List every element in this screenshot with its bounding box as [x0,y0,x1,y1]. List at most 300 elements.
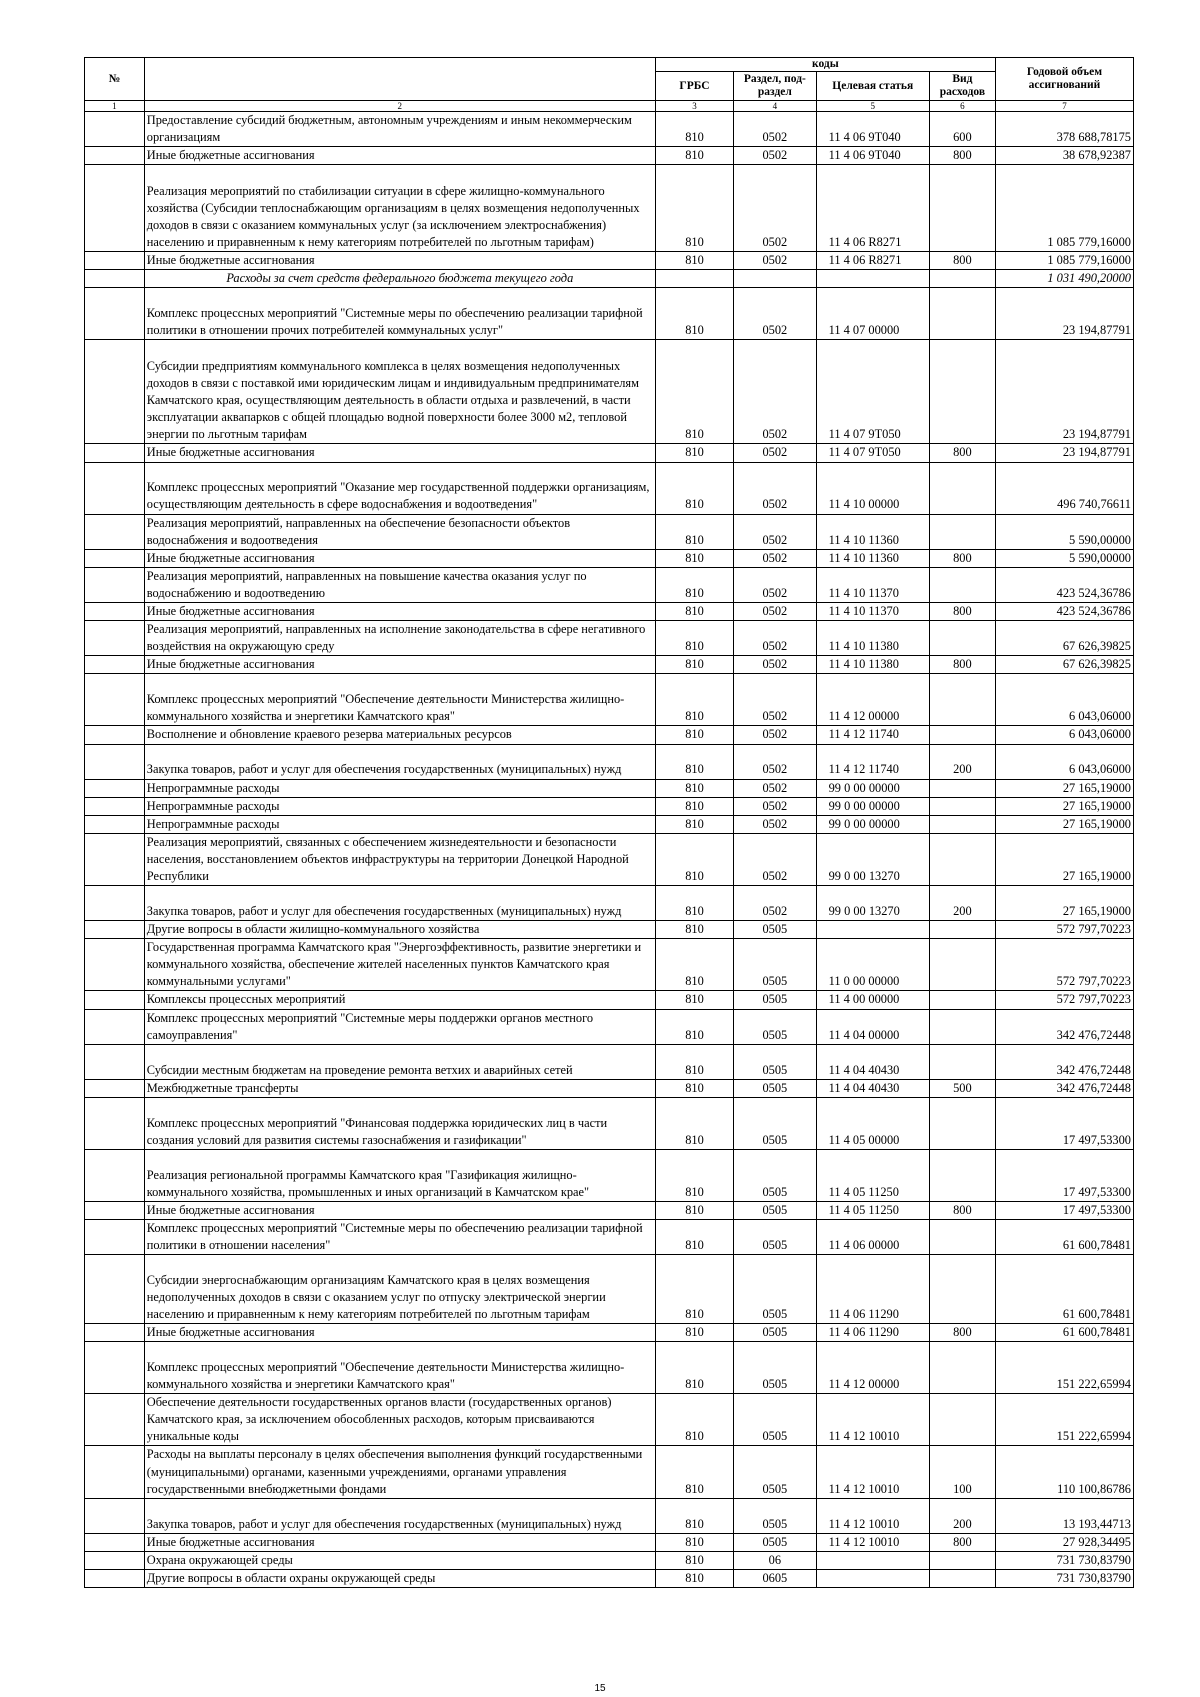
target-article-cell: 11 4 07 9Т050 [816,444,929,462]
row-number-cell [85,288,145,340]
table-row [85,1097,1134,1149]
expense-name-cell: Комплекс процессных мероприятий "Обеспечение деятельности Министерства жилищно-коммунального хозяйства и энергетики Камчатского края" [144,674,655,726]
expense-name-cell: Субсидии предприятиям коммунального комплекса в целях возмещения недополученных доходов в связи с поставкой ими юридическим лицам и индивидуальным предпринимателям Камчатского края, осуществляющим деятельность в области отдыха и развлечений, в части эксплуатации аквапарков с общей площадью водной поверхности более 3000 м2, тепловой энергии по льготным тарифам [144,340,655,444]
annual-sum-cell: 110 100,86786 [995,1446,1133,1498]
target-article-cell: 11 4 10 11360 [816,514,929,549]
grbs-code-cell: 810 [655,1149,733,1201]
annual-sum-cell: 1 031 490,20000 [995,270,1133,288]
grbs-code-cell: 810 [655,514,733,549]
grbs-code-cell: 810 [655,462,733,514]
table-row [85,815,1134,833]
target-article-cell: 11 4 04 00000 [816,1009,929,1044]
expense-type-cell [929,1394,995,1446]
expense-type-cell [929,1149,995,1201]
target-article-cell [816,1551,929,1569]
row-number-cell [85,252,145,270]
table-row [85,567,1134,602]
annual-sum-cell: 342 476,72448 [995,1079,1133,1097]
row-number-cell [85,1149,145,1201]
target-article-cell: 11 4 12 10010 [816,1498,929,1533]
row-number-cell [85,797,145,815]
target-article-cell: 11 4 10 11360 [816,549,929,567]
expense-type-cell [929,1255,995,1324]
table-row [85,921,1134,939]
expense-type-cell [929,514,995,549]
annual-sum-cell: 6 043,06000 [995,726,1133,744]
annual-sum-cell: 17 497,53300 [995,1097,1133,1149]
expense-name-cell: Иные бюджетные ассигнования [144,1533,655,1551]
expense-name-cell: Реализация мероприятий по стабилизации ситуации в сфере жилищно-коммунального хозяйства (Субсидии теплоснабжающим организациям в целях возмещения недополученных доходов в связи с оказанием коммунальных услуг (за исключением электроснабжения) населению и приравненным к нему категориям потребителей по льготным тарифам) [144,165,655,252]
annual-sum-cell: 342 476,72448 [995,1044,1133,1079]
section-code-cell: 0502 [734,815,816,833]
expense-type-cell: 800 [929,656,995,674]
section-code-cell [734,270,816,288]
target-article-cell: 11 4 10 11370 [816,603,929,621]
table-row [85,165,1134,252]
table-row [85,1569,1134,1587]
expense-name-cell: Закупка товаров, работ и услуг для обеспечения государственных (муниципальных) нужд [144,1498,655,1533]
annual-sum-cell: 23 194,87791 [995,340,1133,444]
row-number-cell [85,1255,145,1324]
expense-type-cell [929,921,995,939]
section-code-cell: 0502 [734,288,816,340]
row-number-cell [85,886,145,921]
table-row [85,656,1134,674]
annual-sum-cell: 38 678,92387 [995,147,1133,165]
expense-name-cell: Иные бюджетные ассигнования [144,656,655,674]
row-number-cell [85,1044,145,1079]
section-code-cell: 0505 [734,1498,816,1533]
grbs-code-cell: 810 [655,1201,733,1219]
expense-type-cell: 200 [929,1498,995,1533]
target-article-cell: 99 0 00 13270 [816,886,929,921]
expense-type-cell [929,621,995,656]
annual-sum-cell: 67 626,39825 [995,621,1133,656]
section-code-cell: 0605 [734,1569,816,1587]
annual-sum-cell: 572 797,70223 [995,991,1133,1009]
header-section: Раздел, под-раздел [734,72,816,101]
target-article-cell: 11 4 07 00000 [816,288,929,340]
grbs-code-cell: 810 [655,603,733,621]
table-row [85,1324,1134,1342]
expense-name-cell: Расходы за счет средств федерального бюджета текущего года [144,270,655,288]
header-codes: коды [655,58,995,72]
column-index: 4 [734,101,816,112]
table-row [85,444,1134,462]
header-name [144,58,655,101]
expense-name-cell: Реализация мероприятий, связанных с обеспечением жизнедеятельности и безопасности населения, восстановлением объектов инфраструктуры на территории Донецкой Народной Республики [144,833,655,885]
section-code-cell: 0502 [734,779,816,797]
target-article-cell: 11 4 00 00000 [816,991,929,1009]
expense-type-cell [929,288,995,340]
section-code-cell: 0502 [734,462,816,514]
row-number-cell [85,921,145,939]
target-article-cell: 11 4 12 11740 [816,744,929,779]
section-code-cell: 0502 [734,886,816,921]
row-number-cell [85,779,145,797]
target-article-cell: 99 0 00 00000 [816,779,929,797]
row-number-cell [85,1219,145,1254]
annual-sum-cell: 1 085 779,16000 [995,252,1133,270]
column-index: 7 [995,101,1133,112]
column-index: 6 [929,101,995,112]
table-row [85,1149,1134,1201]
annual-sum-cell: 27 928,34495 [995,1533,1133,1551]
expense-name-cell: Иные бюджетные ассигнования [144,603,655,621]
row-number-cell [85,991,145,1009]
section-code-cell: 0502 [734,726,816,744]
annual-sum-cell: 151 222,65994 [995,1394,1133,1446]
section-code-cell: 0505 [734,1446,816,1498]
target-article-cell: 11 4 06 R8271 [816,252,929,270]
row-number-cell [85,1394,145,1446]
target-article-cell: 11 4 12 00000 [816,1342,929,1394]
expense-name-cell: Субсидии энергоснабжающим организациям Камчатского края в целях возмещения недополученных доходов в связи с оказанием услуг по отпуску электрической энергии населению и приравненным к нему категориям потребителей по льготным тарифам [144,1255,655,1324]
expense-type-cell [929,1009,995,1044]
row-number-cell [85,674,145,726]
expense-type-cell: 800 [929,549,995,567]
expense-name-cell: Иные бюджетные ассигнования [144,1324,655,1342]
expense-type-cell [929,1097,995,1149]
section-code-cell: 0505 [734,1533,816,1551]
grbs-code-cell: 810 [655,444,733,462]
expense-name-cell: Государственная программа Камчатского края "Энергоэффективность, развитие энергетики и коммунального хозяйства, обеспечение жителей населенных пунктов Камчатского края коммунальными услугами" [144,939,655,991]
grbs-code-cell: 810 [655,833,733,885]
expense-name-cell: Закупка товаров, работ и услуг для обеспечения государственных (муниципальных) нужд [144,744,655,779]
row-number-cell [85,656,145,674]
row-number-cell [85,833,145,885]
expense-type-cell [929,340,995,444]
expense-name-cell: Предоставление субсидий бюджетным, автономным учреждениям и иным некоммерческим организациям [144,112,655,147]
expense-type-cell [929,815,995,833]
grbs-code-cell: 810 [655,656,733,674]
section-code-cell: 0502 [734,833,816,885]
target-article-cell [816,1569,929,1587]
grbs-code-cell: 810 [655,815,733,833]
section-code-cell: 0502 [734,744,816,779]
annual-sum-cell: 6 043,06000 [995,744,1133,779]
section-code-cell: 0502 [734,112,816,147]
expense-type-cell [929,1569,995,1587]
grbs-code-cell: 810 [655,1342,733,1394]
section-code-cell: 0505 [734,991,816,1009]
expense-name-cell: Непрограммные расходы [144,797,655,815]
row-number-cell [85,270,145,288]
annual-sum-cell: 5 590,00000 [995,549,1133,567]
grbs-code-cell [655,270,733,288]
expense-type-cell: 600 [929,112,995,147]
annual-sum-cell: 27 165,19000 [995,833,1133,885]
target-article-cell: 11 4 05 11250 [816,1149,929,1201]
header-expense-type: Вид расходов [929,72,995,101]
row-number-cell [85,147,145,165]
annual-sum-cell: 67 626,39825 [995,656,1133,674]
column-index: 5 [816,101,929,112]
expense-type-cell: 800 [929,147,995,165]
row-number-cell [85,621,145,656]
table-row [85,1201,1134,1219]
annual-sum-cell: 27 165,19000 [995,886,1133,921]
expense-name-cell: Комплекс процессных мероприятий "Системные меры поддержки органов местного самоуправления" [144,1009,655,1044]
row-number-cell [85,1551,145,1569]
annual-sum-cell: 731 730,83790 [995,1569,1133,1587]
section-code-cell: 0505 [734,1342,816,1394]
table-row [85,886,1134,921]
section-code-cell: 0502 [734,252,816,270]
table-row [85,1533,1134,1551]
table-row [85,603,1134,621]
section-code-cell: 0505 [734,1324,816,1342]
grbs-code-cell: 810 [655,1533,733,1551]
expense-name-cell: Другие вопросы в области охраны окружающей среды [144,1569,655,1587]
annual-sum-cell: 342 476,72448 [995,1009,1133,1044]
expense-name-cell: Реализация мероприятий, направленных на исполнение законодательства в сфере негативного воздействия на окружающую среду [144,621,655,656]
column-index: 1 [85,101,145,112]
table-row [85,270,1134,288]
row-number-cell [85,1009,145,1044]
expense-name-cell: Реализация мероприятий, направленных на повышение качества оказания услуг по водоснабжению и водоотведению [144,567,655,602]
annual-sum-cell: 378 688,78175 [995,112,1133,147]
section-code-cell: 0502 [734,797,816,815]
expense-type-cell [929,270,995,288]
table-row [85,833,1134,885]
grbs-code-cell: 810 [655,1551,733,1569]
row-number-cell [85,815,145,833]
grbs-code-cell: 810 [655,991,733,1009]
grbs-code-cell: 810 [655,726,733,744]
grbs-code-cell: 810 [655,1044,733,1079]
annual-sum-cell: 572 797,70223 [995,939,1133,991]
table-body [85,112,1134,1588]
grbs-code-cell: 810 [655,674,733,726]
expense-type-cell [929,939,995,991]
grbs-code-cell: 810 [655,1394,733,1446]
annual-sum-cell: 731 730,83790 [995,1551,1133,1569]
expense-name-cell: Иные бюджетные ассигнования [144,549,655,567]
expense-name-cell: Другие вопросы в области жилищно-коммунального хозяйства [144,921,655,939]
table-row [85,514,1134,549]
section-code-cell: 0505 [734,1079,816,1097]
section-code-cell: 0505 [734,1097,816,1149]
target-article-cell: 11 4 10 00000 [816,462,929,514]
target-article-cell: 11 4 04 40430 [816,1079,929,1097]
target-article-cell: 11 4 12 11740 [816,726,929,744]
annual-sum-cell: 23 194,87791 [995,444,1133,462]
target-article-cell: 11 4 10 11380 [816,656,929,674]
table-row [85,621,1134,656]
expense-name-cell: Межбюджетные трансферты [144,1079,655,1097]
expense-name-cell: Непрограммные расходы [144,779,655,797]
grbs-code-cell: 810 [655,744,733,779]
section-code-cell: 0502 [734,674,816,726]
table-row [85,674,1134,726]
annual-sum-cell: 151 222,65994 [995,1342,1133,1394]
header-annual-sum: Годовой объем ассигнований [995,58,1133,101]
target-article-cell: 11 4 06 00000 [816,1219,929,1254]
section-code-cell: 0502 [734,603,816,621]
expense-name-cell: Иные бюджетные ассигнования [144,147,655,165]
expense-type-cell [929,1219,995,1254]
table-row [85,1551,1134,1569]
section-code-cell: 0502 [734,340,816,444]
expense-type-cell: 800 [929,252,995,270]
row-number-cell [85,112,145,147]
table-row [85,147,1134,165]
row-number-cell [85,1342,145,1394]
section-code-cell: 0505 [734,921,816,939]
row-number-cell [85,1201,145,1219]
expense-type-cell: 200 [929,744,995,779]
row-number-cell [85,444,145,462]
section-code-cell: 0505 [734,1044,816,1079]
table-row [85,1079,1134,1097]
row-number-cell [85,165,145,252]
expense-name-cell: Комплексы процессных мероприятий [144,991,655,1009]
grbs-code-cell: 810 [655,165,733,252]
annual-sum-cell: 1 085 779,16000 [995,165,1133,252]
target-article-cell [816,270,929,288]
grbs-code-cell: 810 [655,1255,733,1324]
expense-type-cell [929,991,995,1009]
target-article-cell: 11 4 06 9Т040 [816,147,929,165]
row-number-cell [85,340,145,444]
target-article-cell: 11 4 07 9Т050 [816,340,929,444]
row-number-cell [85,1569,145,1587]
section-code-cell: 0502 [734,165,816,252]
target-article-cell: 11 4 06 11290 [816,1255,929,1324]
section-code-cell: 0502 [734,567,816,602]
target-article-cell: 11 4 06 11290 [816,1324,929,1342]
table-row [85,549,1134,567]
annual-sum-cell: 27 165,19000 [995,779,1133,797]
annual-sum-cell: 423 524,36786 [995,603,1133,621]
table-row [85,797,1134,815]
grbs-code-cell: 810 [655,797,733,815]
table-row [85,991,1134,1009]
row-number-cell [85,1097,145,1149]
grbs-code-cell: 810 [655,621,733,656]
grbs-code-cell: 810 [655,921,733,939]
annual-sum-cell: 572 797,70223 [995,921,1133,939]
expense-type-cell: 500 [929,1079,995,1097]
expense-type-cell [929,779,995,797]
table-row [85,340,1134,444]
table-row [85,1342,1134,1394]
target-article-cell: 99 0 00 00000 [816,815,929,833]
grbs-code-cell: 810 [655,112,733,147]
expense-name-cell: Субсидии местным бюджетам на проведение ремонта ветхих и аварийных сетей [144,1044,655,1079]
target-article-cell: 11 4 06 9Т040 [816,112,929,147]
annual-sum-cell: 61 600,78481 [995,1219,1133,1254]
table-row [85,779,1134,797]
expense-type-cell [929,567,995,602]
section-code-cell: 0502 [734,621,816,656]
annual-sum-cell: 27 165,19000 [995,815,1133,833]
expense-name-cell: Закупка товаров, работ и услуг для обеспечения государственных (муниципальных) нужд [144,886,655,921]
expense-name-cell: Расходы на выплаты персоналу в целях обеспечения выполнения функций государственными (муниципальными) органами, казенными учреждениями, органами управления государственными внебюджетными фондами [144,1446,655,1498]
expense-name-cell: Охрана окружающей среды [144,1551,655,1569]
target-article-cell: 11 4 12 10010 [816,1533,929,1551]
grbs-code-cell: 810 [655,1219,733,1254]
target-article-cell: 11 4 10 11370 [816,567,929,602]
table-row [85,726,1134,744]
annual-sum-cell: 61 600,78481 [995,1324,1133,1342]
expense-name-cell: Реализация региональной программы Камчатского края "Газификация жилищно-коммунального хозяйства, промышленных и иных организаций в Камчатском крае" [144,1149,655,1201]
section-code-cell: 0502 [734,656,816,674]
annual-sum-cell: 23 194,87791 [995,288,1133,340]
expense-name-cell: Комплекс процессных мероприятий "Обеспечение деятельности Министерства жилищно-коммунального хозяйства и энергетики Камчатского края" [144,1342,655,1394]
annual-sum-cell: 496 740,76611 [995,462,1133,514]
expense-type-cell [929,1551,995,1569]
grbs-code-cell: 810 [655,567,733,602]
header-target-article: Целевая статья [816,72,929,101]
table-row [85,112,1134,147]
expense-name-cell: Иные бюджетные ассигнования [144,444,655,462]
row-number-cell [85,603,145,621]
table-row [85,1255,1134,1324]
section-code-cell: 0505 [734,1255,816,1324]
annual-sum-cell: 13 193,44713 [995,1498,1133,1533]
target-article-cell: 11 4 12 00000 [816,674,929,726]
target-article-cell: 11 4 04 40430 [816,1044,929,1079]
grbs-code-cell: 810 [655,1446,733,1498]
table-row [85,1498,1134,1533]
row-number-cell [85,1446,145,1498]
expense-type-cell [929,726,995,744]
target-article-cell [816,921,929,939]
section-code-cell: 0505 [734,1394,816,1446]
grbs-code-cell: 810 [655,1097,733,1149]
grbs-code-cell: 810 [655,549,733,567]
expense-name-cell: Непрограммные расходы [144,815,655,833]
table-row [85,288,1134,340]
table-row [85,744,1134,779]
expense-type-cell: 800 [929,603,995,621]
table-row [85,462,1134,514]
grbs-code-cell: 810 [655,147,733,165]
row-number-cell [85,514,145,549]
page-number: 15 [594,1683,606,1694]
expense-name-cell: Комплекс процессных мероприятий "Системные меры по обеспечению реализации тарифной политики в отношении населения" [144,1219,655,1254]
expense-type-cell [929,674,995,726]
table-row [85,1446,1134,1498]
expense-type-cell: 800 [929,444,995,462]
annual-sum-cell: 17 497,53300 [995,1149,1133,1201]
section-code-cell: 0502 [734,549,816,567]
table-row [85,1219,1134,1254]
target-article-cell: 99 0 00 13270 [816,833,929,885]
section-code-cell: 0502 [734,147,816,165]
grbs-code-cell: 810 [655,939,733,991]
column-index: 3 [655,101,733,112]
table-row [85,1044,1134,1079]
row-number-cell [85,1079,145,1097]
grbs-code-cell: 810 [655,779,733,797]
section-code-cell: 0505 [734,1149,816,1201]
section-code-cell: 0505 [734,1201,816,1219]
grbs-code-cell: 810 [655,1498,733,1533]
section-code-cell: 06 [734,1551,816,1569]
table-row [85,939,1134,991]
row-number-cell [85,726,145,744]
row-number-cell [85,567,145,602]
target-article-cell: 11 0 00 00000 [816,939,929,991]
expense-name-cell: Реализация мероприятий, направленных на обеспечение безопасности объектов водоснабжения и водоотведения [144,514,655,549]
expense-type-cell [929,1342,995,1394]
expense-type-cell [929,165,995,252]
target-article-cell: 11 4 12 10010 [816,1394,929,1446]
section-code-cell: 0502 [734,444,816,462]
